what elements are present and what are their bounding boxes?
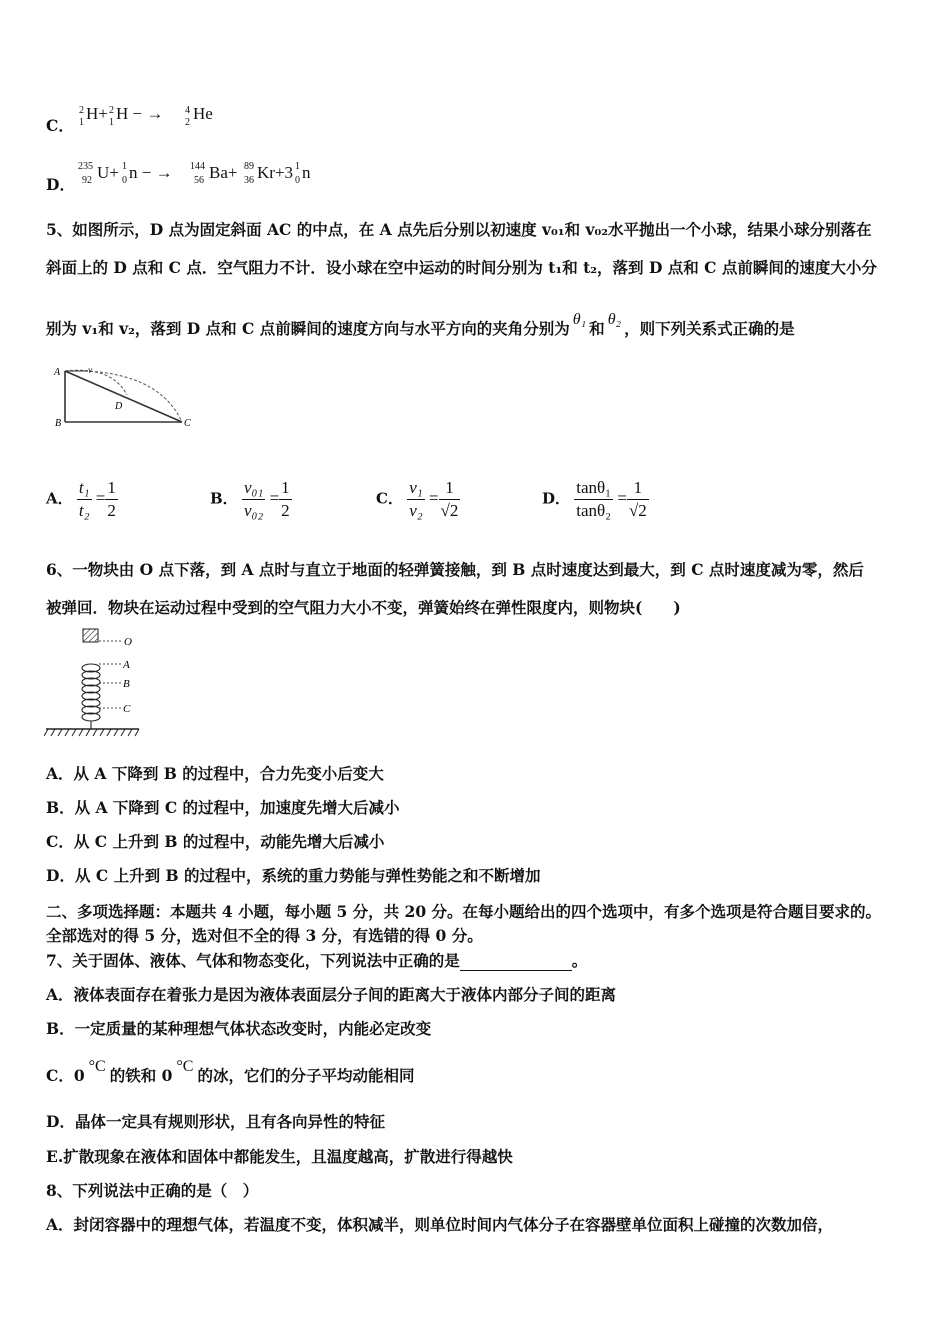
q5-option-b[interactable]: B． $\frac{\text{v₀₁}}{\text{v₀₂}}$ = $\frac{1}{2}$	[210, 478, 290, 520]
q6-stem-line1: 6、一物块由 O 点下落，到 A 点时与直立于地面的轻弹簧接触，到 B 点时速度达到最大，到 C 点时速度减为零，然后	[46, 560, 864, 579]
q5-option-c[interactable]: C． $\frac{\text{v₁}}{\text{v₂}}$ = $\frac{1}{√2}$	[376, 478, 459, 520]
label-a: A	[54, 367, 61, 378]
q7-stem: 7、关于固体、液体、气体和物态变化，下列说法中正确的是 。	[46, 951, 588, 970]
theta2-symbol: θ₂	[607, 311, 622, 328]
label-a: A	[123, 659, 130, 671]
q7-option-a[interactable]: A．液体表面存在着张力是因为液体表面层分子间的距离大于液体内部分子间的距离	[46, 985, 617, 1004]
label-o: O	[124, 636, 132, 648]
theta1-symbol: θ₁	[572, 311, 587, 328]
q6-stem-line2: 被弹回．物块在运动过程中受到的空气阻力大小不变，弹簧始终在弹性限度内，则物块( )	[46, 598, 681, 617]
q5-option-d[interactable]: D． $\frac{\text{tanθ₁}}{\text{tanθ₂}}$ = $\frac{1}{√2}$	[542, 478, 647, 520]
q7-option-b[interactable]: B．一定质量的某种理想气体状态改变时，内能必定改变	[46, 1019, 432, 1038]
block	[83, 629, 98, 642]
label-v: v	[88, 365, 92, 375]
celsius-unit: °C	[88, 1058, 106, 1075]
q6-option-b[interactable]: B．从 A 下降到 C 的过程中，加速度先增大后减小	[46, 798, 400, 817]
label-b: B	[123, 678, 130, 690]
q5-stem-line1: 5、如图所示，D 点为固定斜面 AC 的中点，在 A 点先后分别以初速度 v₀₁和 v₀₂水平抛出一个小球，结果小球分别落在	[46, 220, 872, 239]
spring-figure	[44, 624, 154, 742]
incline-figure	[52, 360, 202, 435]
celsius-unit: °C	[176, 1058, 194, 1075]
q6-option-d[interactable]: D．从 C 上升到 B 的过程中，系统的重力势能与弹性势能之和不断增加	[46, 866, 541, 885]
q8-option-a[interactable]: A．封闭容器中的理想气体，若温度不变，体积减半，则单位时间内气体分子在容器壁单位面积上碰撞的次数加倍，	[46, 1215, 834, 1234]
section2-instructions-line1: 二、多项选择题：本题共 4 小题，每小题 5 分，共 20 分。在每小题给出的四个选项中，有多个选项是符合题目要求的。	[46, 902, 882, 921]
q7-option-c[interactable]: C．0 °C 的铁和 0 °C 的冰，它们的分子平均动能相同	[46, 1058, 415, 1085]
answer-blank[interactable]	[460, 956, 572, 971]
q8-stem: 8、下列说法中正确的是（ ）	[46, 1181, 259, 1200]
q6-option-c[interactable]: C．从 C 上升到 B 的过程中，动能先增大后减小	[46, 832, 385, 851]
q7-option-d[interactable]: D．晶体一定具有规则形状，且有各向异性的特征	[46, 1112, 385, 1131]
q4-option-c-label: C．	[46, 116, 74, 135]
q5-option-a[interactable]: A． $\frac{\text{t₁}}{\text{t₂}}$ = $\frac{1}{2}$	[46, 478, 116, 520]
q5-stem-line2: 斜面上的 D 点和 C 点．空气阻力不计．设小球在空中运动的时间分别为 t₁和 t₂，落到 D 点和 C 点前瞬间的速度大小分	[46, 258, 877, 277]
spring	[82, 664, 100, 729]
label-c: C	[123, 703, 131, 715]
label-c: C	[184, 418, 191, 429]
q7-option-e[interactable]: E.扩散现象在液体和固体中都能发生，且温度越高，扩散进行得越快	[46, 1147, 513, 1166]
label-b: B	[55, 418, 62, 429]
q4-option-d-label: D．	[46, 175, 75, 194]
q5-stem-line3: 别为 v₁和 v₂，落到 D 点和 C 点前瞬间的速度方向与水平方向的夹角分别为 θ₁ 和 θ₂ ，则下列关系式正确的是	[46, 311, 795, 338]
label-d: D	[115, 401, 123, 412]
section2-instructions-line2: 全部选对的得 5 分，选对但不全的得 3 分，有选错的得 0 分。	[46, 926, 483, 945]
q6-option-a[interactable]: A．从 A 下降到 B 的过程中，合力先变小后变大	[46, 764, 384, 783]
